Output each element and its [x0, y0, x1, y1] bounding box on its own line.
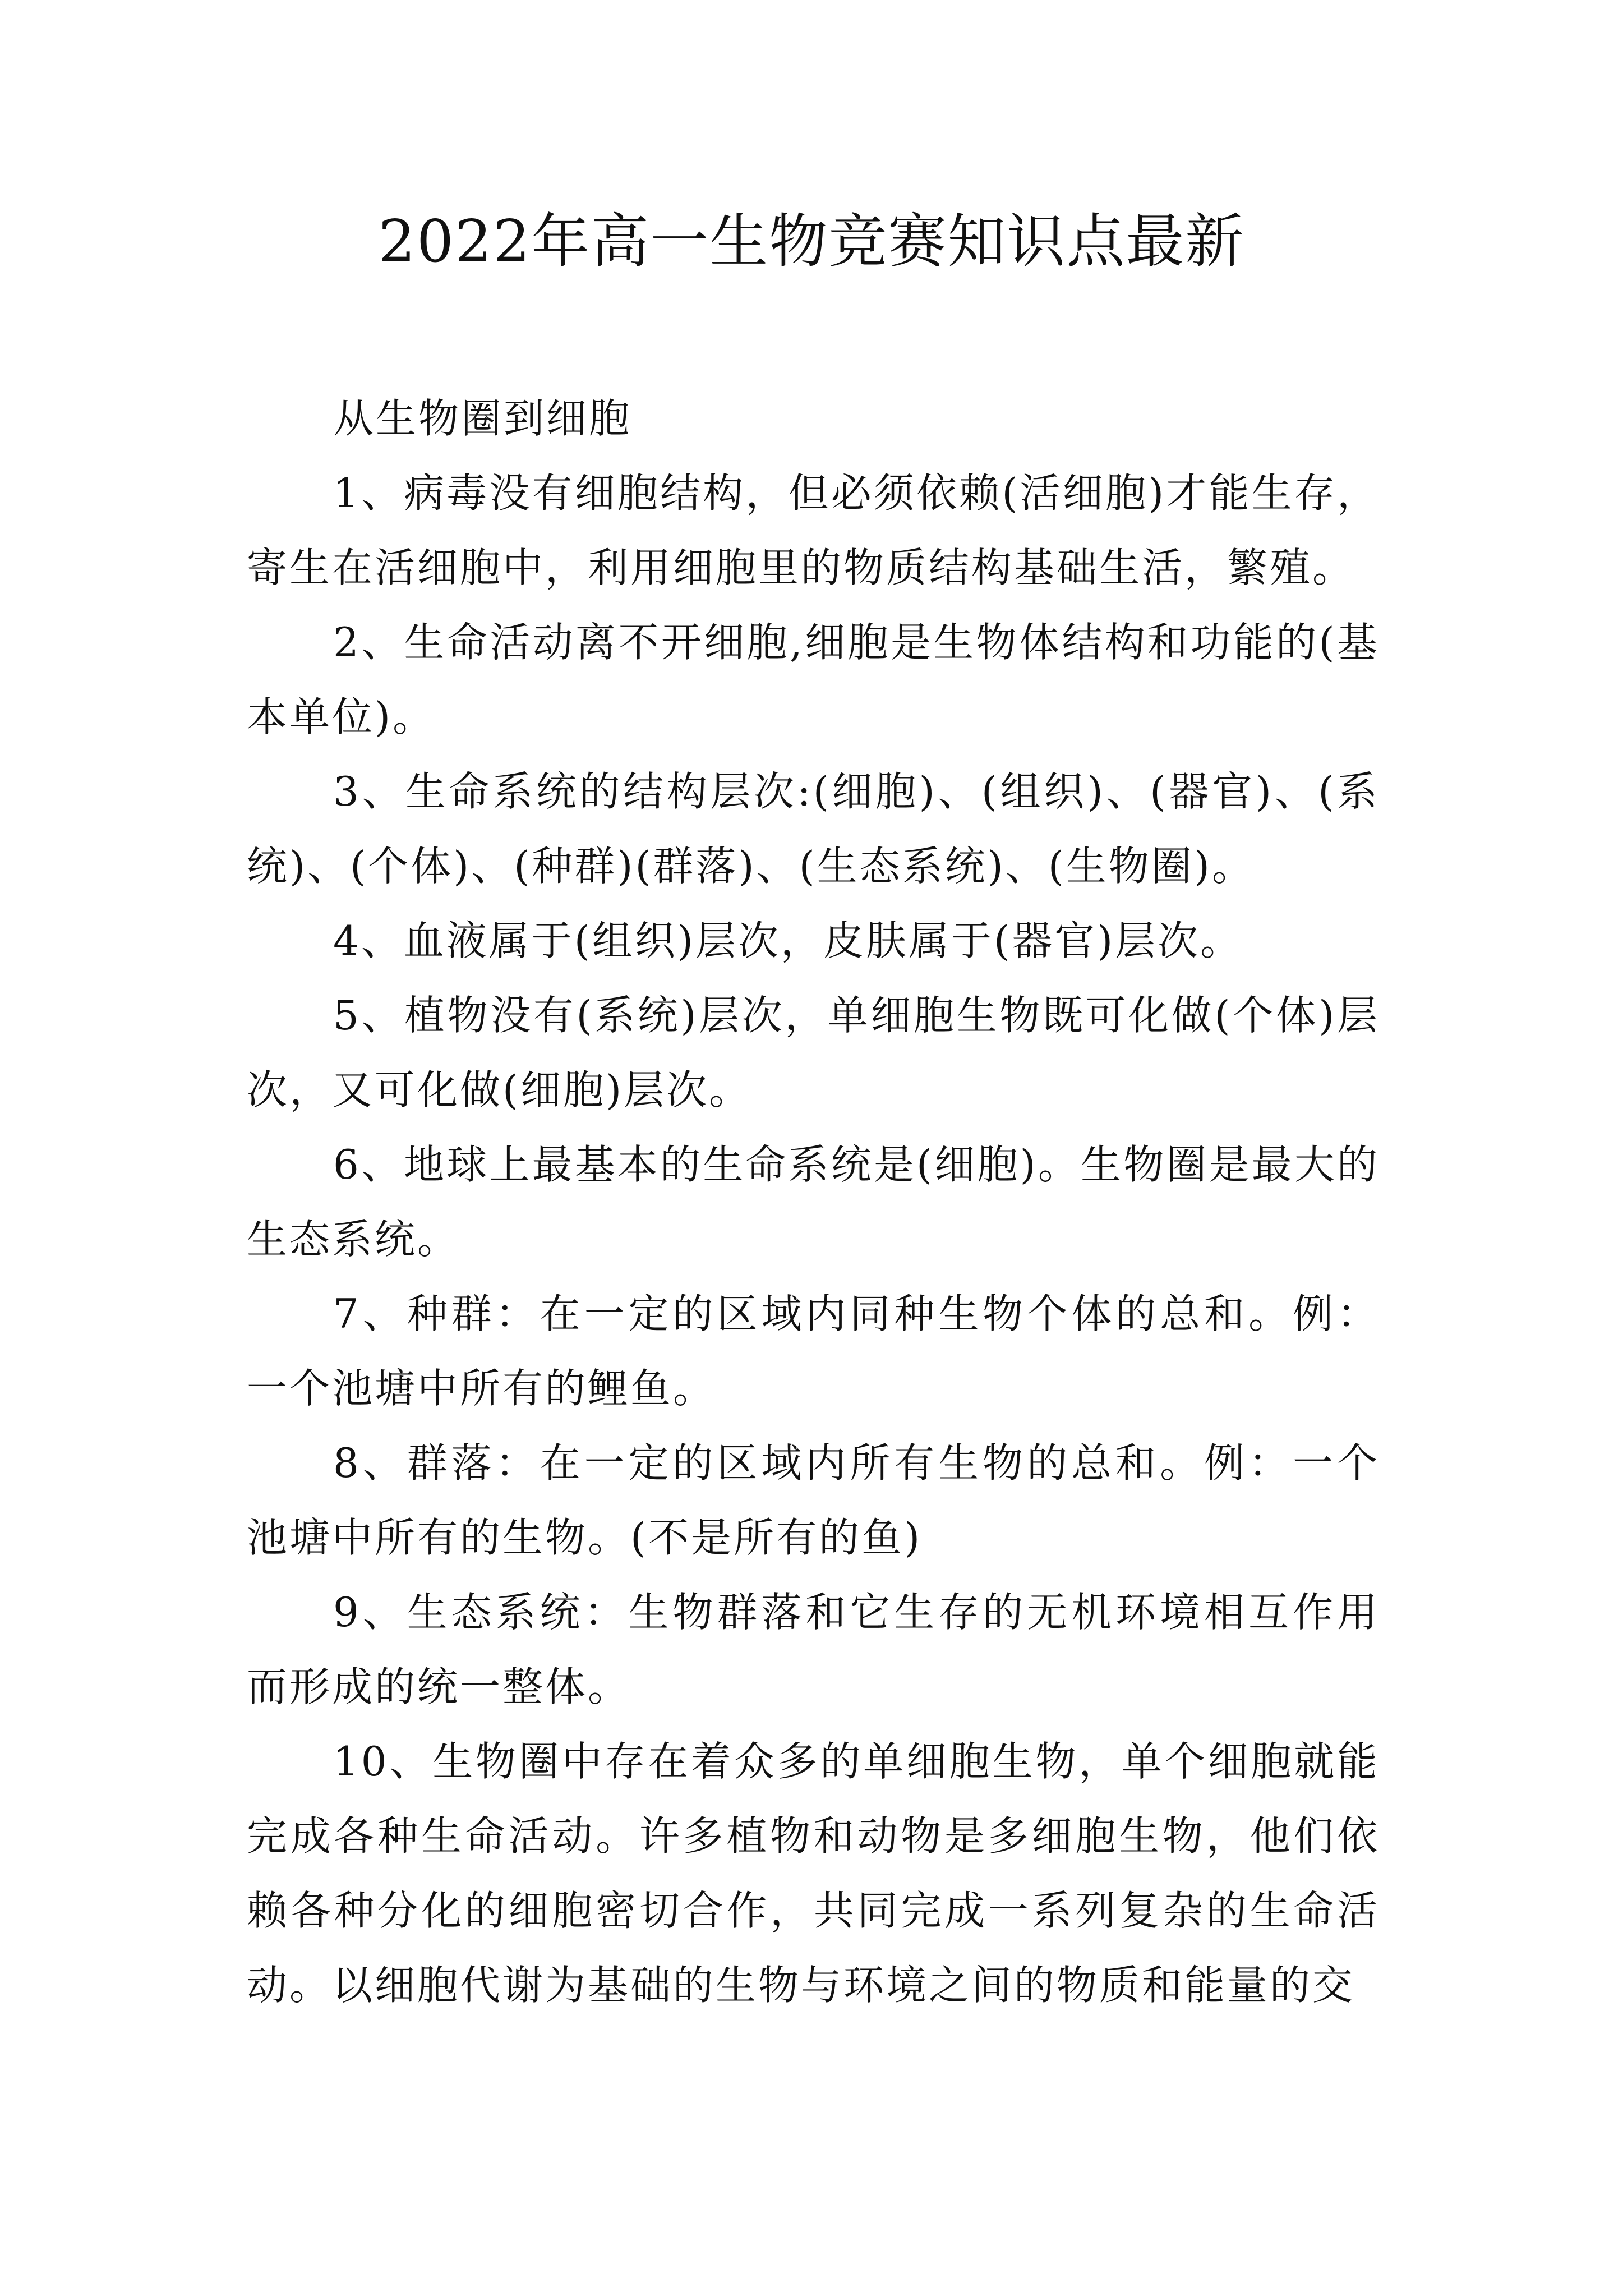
paragraph: 9、生态系统：生物群落和它生存的无机环境相互作用而形成的统一整体。 [247, 1589, 1380, 1710]
section-heading: 从生物圈到细胞 [333, 395, 632, 442]
paragraph: 1、病毒没有细胞结构，但必须依赖(活细胞)才能生存，寄生在活细胞中，利用细胞里的物质结构基础生活，繁殖。 [247, 470, 1380, 591]
paragraph: 2、生命活动离不开细胞,细胞是生物体结构和功能的(基本单位)。 [247, 619, 1380, 740]
paragraph: 3、生命系统的结构层次:(细胞)、(组织)、(器官)、(系统)、(个体)、(种群)(群落)、(生态系统)、(生物圈)。 [247, 768, 1380, 890]
paragraph: 4、血液属于(组织)层次，皮肤属于(器官)层次。 [333, 917, 1243, 964]
paragraph: 7、种群：在一定的区域内同种生物个体的总和。例：一个池塘中所有的鲤鱼。 [247, 1290, 1380, 1412]
paragraph: 5、植物没有(系统)层次，单细胞生物既可化做(个体)层次，又可化做(细胞)层次。 [247, 992, 1380, 1114]
paragraph: 6、地球上最基本的生命系统是(细胞)。生物圈是最大的生态系统。 [247, 1141, 1380, 1263]
paragraph: 10、生物圈中存在着众多的单细胞生物，单个细胞就能完成各种生命活动。许多植物和动物是多细胞生物，他们依赖各种分化的细胞密切合作，共同完成一系列复杂的生命活动。以细胞代谢为基础的生物与环境之间的物质和能量的交 [247, 1738, 1380, 2009]
document-body [247, 381, 1380, 2023]
paragraph: 8、群落：在一定的区域内所有生物的总和。例：一个池塘中所有的生物。(不是所有的鱼) [247, 1439, 1380, 1561]
document-title: 2022年高一生物竞赛知识点最新 [378, 207, 1245, 275]
